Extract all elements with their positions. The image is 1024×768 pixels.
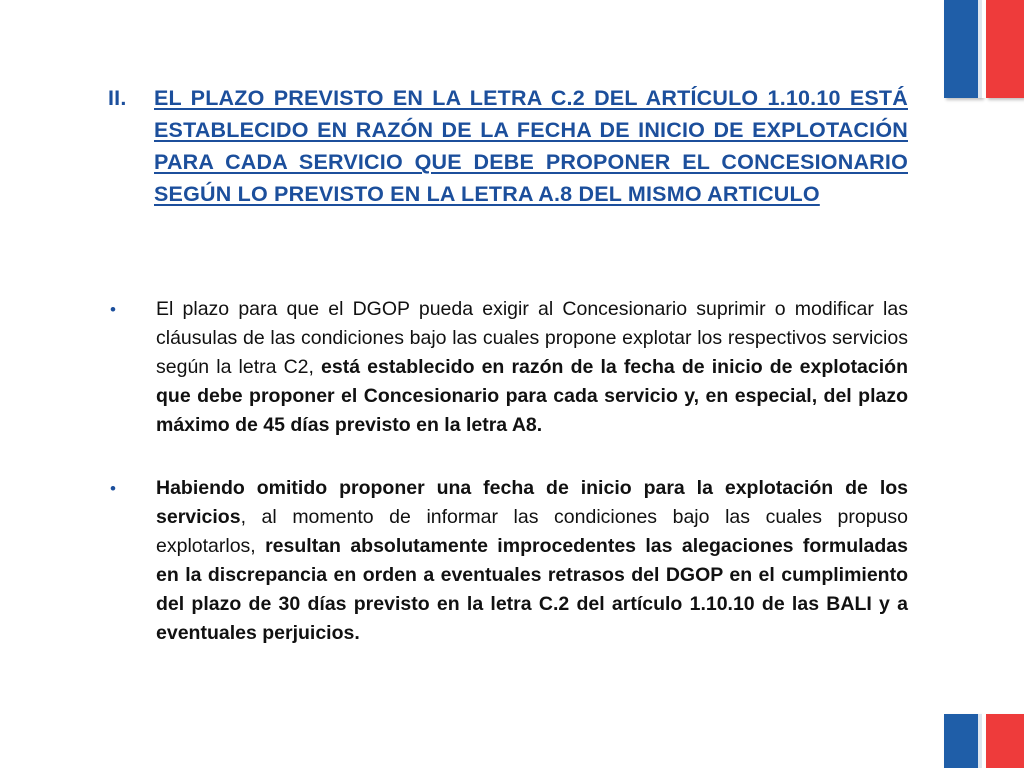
bullet-text-regular: , al momento de informar las condiciones bajo las cuales propuso explotarlos, [156, 506, 908, 557]
flag-red-bar [986, 0, 1024, 98]
bullet-item-1 [108, 295, 908, 440]
bullet-marker: • [110, 300, 116, 319]
flag-red-bar [986, 714, 1024, 768]
flag-decoration-bottom [944, 714, 1024, 768]
bullet-text-bold: Habiendo omitido proponer una fecha de inicio para la explotación de los servicios [156, 477, 908, 528]
bullet-text [156, 295, 908, 440]
heading-text: EL PLAZO PREVISTO EN LA LETRA C.2 DEL ARTÍCULO 1.10.10 ESTÁ ESTABLECIDO EN RAZÓN DE LA FECHA DE INICIO DE EXPLOTACIÓN PARA CADA SERVICIO QUE DEBE PROPONER EL CONCESIONARIO SEGÚN LO PREVISTO EN LA LETRA A.8 DEL MISMO ARTICULO [154, 86, 908, 206]
heading-number: II. [108, 86, 127, 110]
bullet-item-2 [108, 474, 908, 648]
bullet-list [108, 295, 908, 682]
flag-blue-bar [944, 0, 982, 98]
flag-decoration-top [944, 0, 1024, 98]
bullet-text-bold: resultan absolutamente improcedentes las alegaciones formuladas en la discrepancia en orden a eventuales retrasos del DGOP en el cumplimiento del plazo de 30 días previsto en la letra C.2 del artículo 1.10.10 de las BALI y a eventuales perjuicios. [156, 535, 908, 644]
bullet-text [156, 474, 908, 648]
section-heading [108, 82, 908, 210]
bullet-marker: • [110, 479, 116, 498]
bullet-text-regular: El plazo para que el DGOP pueda exigir al Concesionario suprimir o modificar las cláusulas de las condiciones bajo las cuales propone explotar los respectivos servicios según la letra C2, [156, 298, 908, 378]
flag-blue-bar [944, 714, 982, 768]
bullet-text-bold: está establecido en razón de la fecha de inicio de explotación que debe proponer el Concesionario para cada servicio y, en especial, del plazo máximo de 45 días previsto en la letra A8. [156, 356, 908, 436]
